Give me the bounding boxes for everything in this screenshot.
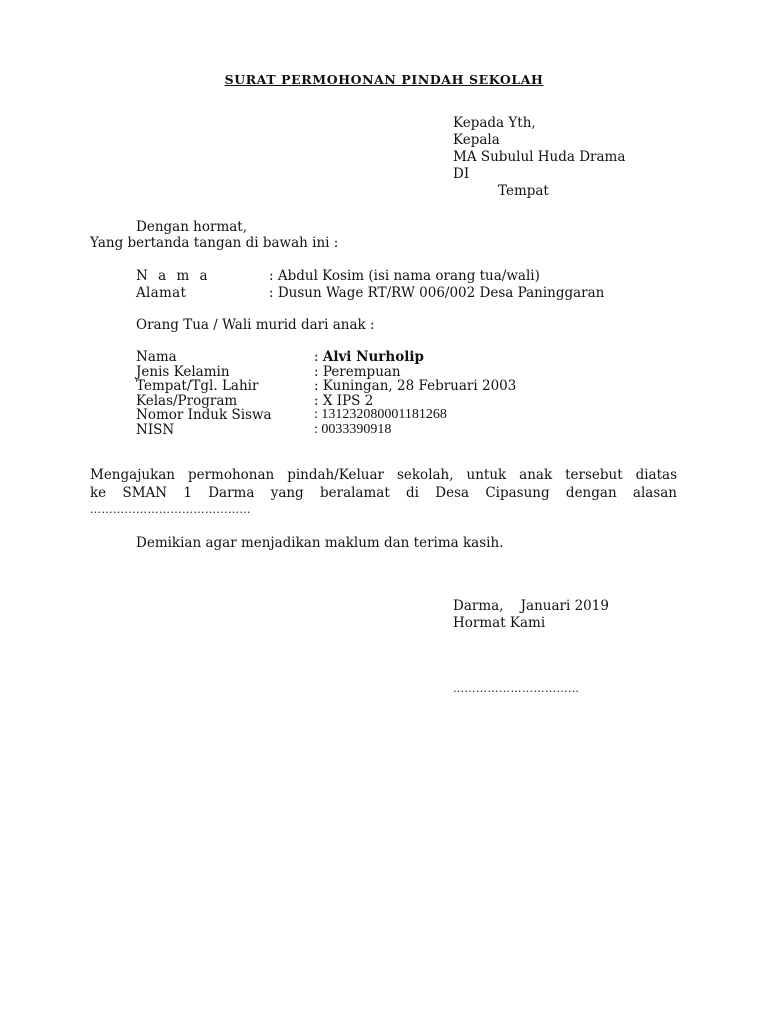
student-gender-label: Jenis Kelamin — [136, 363, 230, 380]
parent-name-label: N a m a — [136, 268, 211, 284]
student-nis-label: Nomor Induk Siswa — [136, 407, 272, 423]
student-gender-row — [136, 365, 516, 380]
student-nisn-value: : 0033390918 — [314, 421, 392, 437]
recipient-line-3: MA Subulul Huda Drama — [453, 149, 626, 165]
student-name-value: Alvi Nurholip — [322, 349, 424, 365]
student-nis-value: : 131232080001181268 — [314, 407, 447, 422]
parent-address-label: Alamat — [136, 285, 187, 301]
student-name-label: Nama — [136, 349, 177, 365]
student-nis-row — [136, 408, 516, 423]
student-name-colon: : — [314, 349, 323, 365]
student-birth-row — [136, 379, 516, 394]
student-birth-value: : Kuningan, 28 Februari 2003 — [314, 378, 517, 394]
student-name-row — [136, 350, 516, 365]
signature-blank: …………………………… — [453, 682, 580, 695]
recipient-block — [453, 115, 625, 200]
request-line-2: ke SMAN 1 Darma yang beralamat di Desa Cipasung dengan alasan — [90, 485, 677, 501]
greeting: Dengan hormat, — [136, 219, 248, 235]
signature-place-date: Darma, Januari 2019 — [453, 598, 609, 614]
recipient-line-4: DI — [453, 166, 470, 182]
recipient-line-5: Tempat — [498, 183, 549, 199]
signature-block — [453, 598, 609, 632]
student-class-label: Kelas/Program — [136, 392, 238, 409]
intro-text: Yang bertanda tangan di bawah ini : — [90, 235, 339, 251]
student-class-row — [136, 394, 516, 409]
child-intro: Orang Tua / Wali murid dari anak : — [136, 317, 375, 333]
recipient-line-2: Kepala — [453, 132, 500, 148]
parent-address-value: : Dusun Wage RT/RW 006/002 Desa Paninggaran — [269, 285, 605, 301]
parent-name-row — [136, 268, 604, 285]
request-line-1: Mengajukan permohonan pindah/Keluar sekolah, untuk anak tersebut diatas — [90, 467, 677, 483]
student-nisn-row — [136, 423, 516, 438]
closing-text: Demikian agar menjadikan maklum dan terima kasih. — [136, 535, 504, 551]
student-class-value: : X IPS 2 — [314, 392, 374, 409]
parent-name-value: : Abdul Kosim (isi nama orang tua/wali) — [269, 268, 540, 284]
recipient-line-1: Kepada Yth, — [453, 115, 536, 131]
parent-address-row — [136, 285, 604, 302]
student-nisn-label: NISN — [136, 421, 175, 438]
request-reason-blank: …………………………………… — [90, 503, 251, 516]
student-info-table — [136, 350, 516, 437]
parent-info-table — [136, 268, 604, 302]
letter-title: SURAT PERMOHONAN PINDAH SEKOLAH — [224, 72, 544, 87]
student-birth-label: Tempat/Tgl. Lahir — [136, 378, 259, 394]
student-gender-value: : Perempuan — [314, 363, 401, 380]
request-paragraph — [90, 466, 677, 518]
signature-regards: Hormat Kami — [453, 615, 546, 631]
